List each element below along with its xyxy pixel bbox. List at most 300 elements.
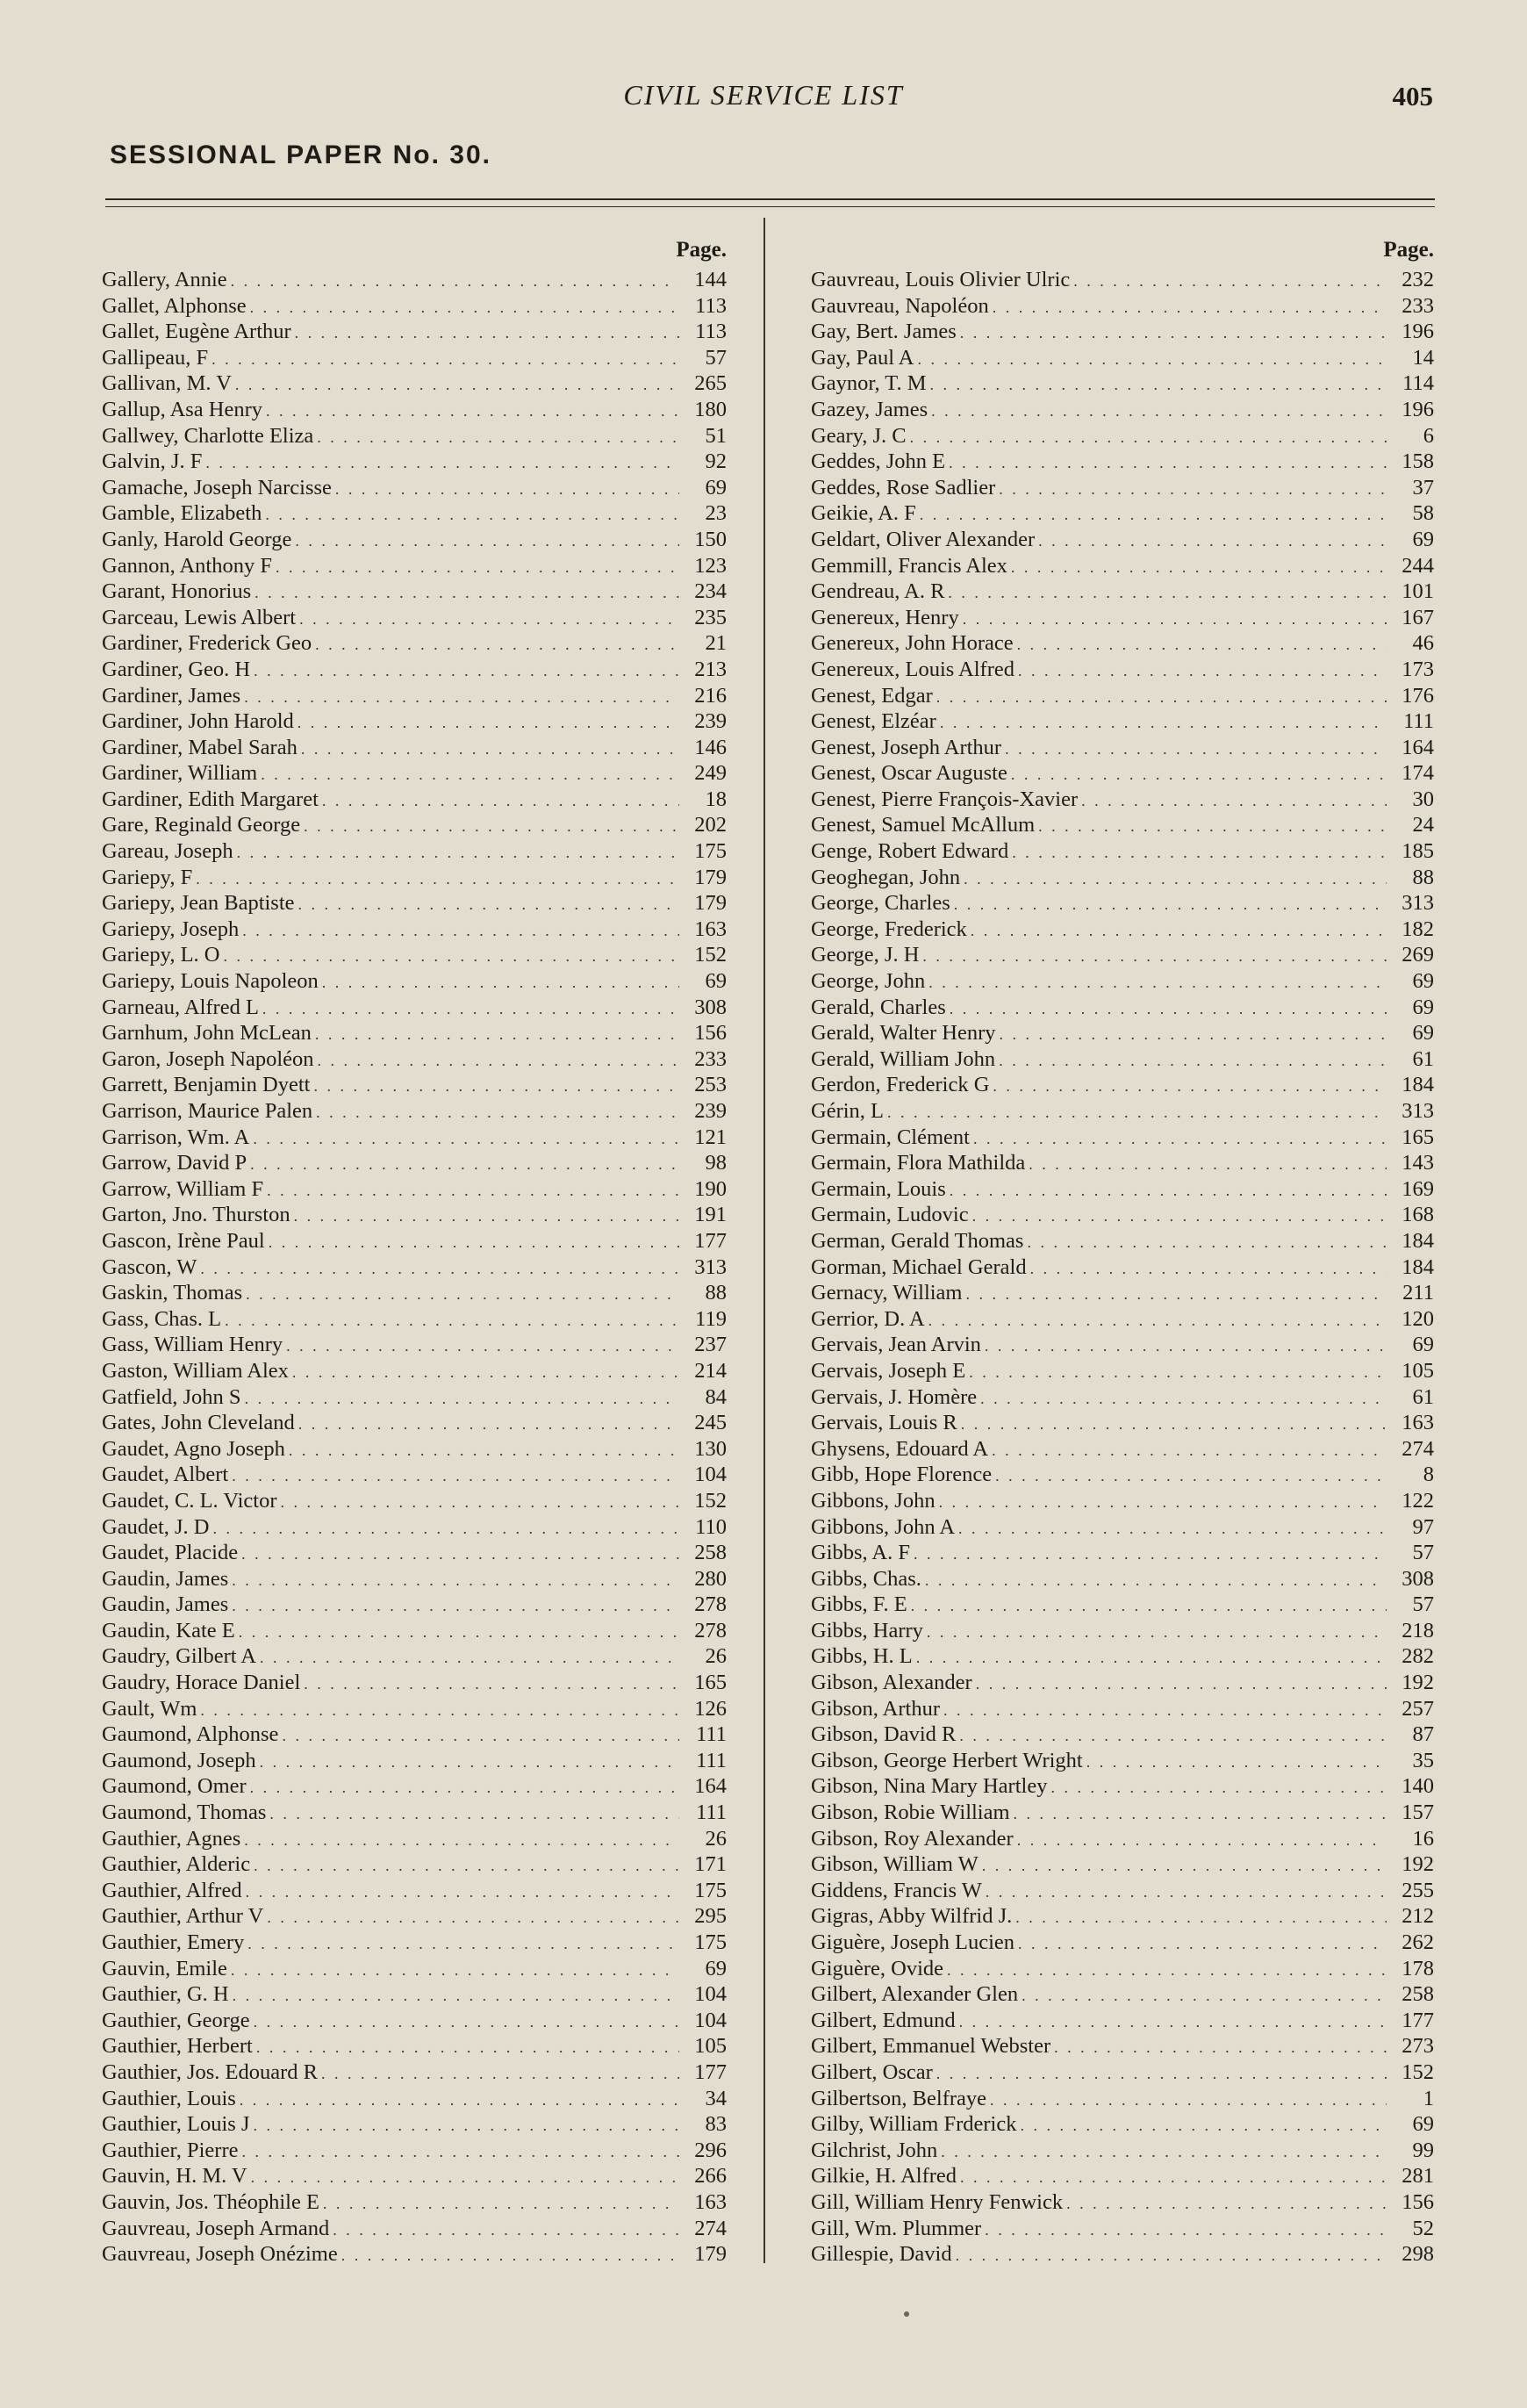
index-entry: [102, 2216, 727, 2242]
entry-page: 280: [694, 1566, 727, 1591]
index-entry: [102, 423, 727, 449]
index-entry: [811, 1566, 1434, 1592]
entry-name: Gauthier, Alfred: [102, 1878, 242, 1902]
entry-name: Gervais, J. Homère: [811, 1384, 978, 1409]
entry-page: 239: [694, 1099, 727, 1123]
dot-leader: [244, 685, 679, 711]
dot-leader: [1020, 2113, 1387, 2139]
entry-page: 171: [694, 1852, 727, 1877]
dot-leader: [1038, 814, 1387, 840]
dot-leader: [1018, 658, 1387, 685]
index-entry: [811, 2033, 1434, 2059]
entry-name: Gauthier, Jos. Edouard R: [102, 2059, 319, 2084]
entry-page: 152: [1402, 2059, 1434, 2084]
index-entry: [102, 605, 727, 631]
dot-leader: [282, 1723, 679, 1750]
entry-page: 61: [1412, 1046, 1434, 1071]
left-column: [102, 234, 727, 2268]
entry-name: Gibbs, A. F: [811, 1541, 911, 1565]
entry-name: Gillespie, David: [811, 2242, 952, 2267]
entry-page: 179: [694, 2242, 727, 2267]
dot-leader: [1054, 2035, 1387, 2061]
entry-page: 111: [696, 1722, 727, 1747]
entry-name: Genest, Edgar: [811, 683, 933, 708]
index-entry: [102, 1150, 727, 1176]
dot-leader: [250, 295, 679, 321]
entry-name: Gardiner, Geo. H: [102, 657, 251, 681]
index-entry: [811, 1410, 1434, 1436]
entry-name: Gorman, Michael Gerald: [811, 1254, 1027, 1279]
index-entry: [811, 267, 1434, 293]
dot-leader: [212, 1516, 679, 1542]
entry-name: Gauthier, Agnes: [102, 1826, 241, 1851]
entry-page: 179: [694, 865, 727, 889]
entry-name: Gannon, Anthony F: [102, 553, 272, 578]
entry-page: 69: [1412, 2112, 1434, 2137]
dot-leader: [980, 1386, 1387, 1412]
entry-name: Genest, Joseph Arthur: [811, 735, 1002, 759]
dot-leader: [918, 347, 1387, 373]
entry-page: 232: [1402, 268, 1434, 291]
dot-leader: [992, 1438, 1387, 1464]
entry-page: 113: [695, 293, 727, 318]
entry-page: 46: [1412, 631, 1434, 656]
entry-page: 184: [1402, 1228, 1434, 1253]
dot-leader: [241, 2139, 679, 2166]
entry-name: Gigras, Abby Wilfrid J.: [811, 1904, 1013, 1929]
dot-leader: [251, 2165, 679, 2191]
entry-name: Garant, Honorius: [102, 579, 252, 604]
entry-page: 262: [1402, 1930, 1434, 1954]
dot-leader: [318, 1048, 679, 1075]
entry-page: 175: [694, 1878, 727, 1902]
dot-leader: [301, 737, 679, 763]
entry-page: 191: [694, 1203, 727, 1227]
entry-page: 18: [705, 787, 727, 811]
dot-leader: [269, 1230, 679, 1256]
entry-name: Gauthier, Pierre: [102, 2138, 239, 2162]
dot-leader: [315, 632, 679, 658]
entry-name: Gaskin, Thomas: [102, 1281, 243, 1305]
dot-leader: [333, 2218, 679, 2244]
entry-page: 165: [694, 1671, 727, 1695]
index-entry: [811, 475, 1434, 501]
entry-name: Gaumond, Alphonse: [102, 1722, 279, 1747]
index-entry: [811, 1072, 1434, 1098]
dot-leader: [196, 866, 679, 893]
entry-page: 69: [705, 969, 727, 994]
dot-leader: [1018, 1931, 1387, 1958]
index-entry: [811, 890, 1434, 916]
entry-name: Geldart, Oliver Alexander: [811, 527, 1036, 551]
entry-page: 179: [694, 891, 727, 916]
index-entry: [811, 2059, 1434, 2086]
index-entry: [102, 1643, 727, 1670]
entry-name: Gendreau, A. R: [811, 579, 945, 604]
index-entry: [811, 1514, 1434, 1541]
entry-page: 8: [1423, 1463, 1434, 1487]
entry-page: 265: [694, 371, 727, 396]
running-head: [0, 79, 1527, 114]
index-entry: [811, 1826, 1434, 1852]
entry-name: Genereux, Henry: [811, 605, 959, 629]
index-entry: [102, 916, 727, 943]
dot-leader: [304, 814, 679, 840]
entry-page: 23: [705, 501, 727, 526]
dot-leader: [242, 918, 679, 945]
index-entry: [811, 1488, 1434, 1514]
index-entry: [811, 787, 1434, 813]
entry-name: Gerald, Walter Henry: [811, 1021, 996, 1046]
entry-name: Gilbert, Emmanuel Webster: [811, 2034, 1051, 2059]
entry-page: 212: [1402, 1904, 1434, 1929]
dot-leader: [982, 1853, 1387, 1880]
right-entry-list: [811, 267, 1434, 2268]
entry-page: 313: [1402, 1099, 1434, 1123]
entry-page: 180: [694, 397, 727, 421]
dot-leader: [205, 450, 679, 477]
entry-page: 14: [1412, 345, 1434, 370]
entry-page: 104: [694, 1982, 727, 2007]
header-rule: [105, 198, 1435, 200]
index-entry: [102, 760, 727, 787]
entry-name: Gaudet, Albert: [102, 1463, 229, 1487]
entry-name: Gaudin, Kate E: [102, 1618, 235, 1642]
index-entry: [811, 1878, 1434, 1904]
entry-page: 88: [1412, 865, 1434, 889]
entry-page: 211: [1402, 1281, 1434, 1305]
dot-leader: [1000, 1022, 1387, 1048]
entry-name: Gaudet, Placide: [102, 1541, 239, 1565]
entry-name: Gibson, Arthur: [811, 1696, 940, 1721]
entry-page: 156: [1402, 2189, 1434, 2214]
index-entry: [102, 1254, 727, 1281]
entry-page: 69: [705, 475, 727, 500]
entry-page: 258: [1402, 1982, 1434, 2007]
entry-name: Gallery, Annie: [102, 268, 227, 291]
entry-name: Gaudin, James: [102, 1566, 229, 1591]
entry-page: 26: [705, 1826, 727, 1851]
entry-name: Gemmill, Francis Alex: [811, 553, 1007, 578]
entry-page: 69: [1412, 995, 1434, 1019]
dot-leader: [266, 399, 679, 425]
index-entry: [811, 812, 1434, 838]
index-entry: [102, 2008, 727, 2034]
index-entry: [102, 1514, 727, 1541]
entry-page: 295: [694, 1904, 727, 1929]
entry-page: 274: [1402, 1436, 1434, 1461]
entry-name: Gamache, Joseph Narcisse: [102, 475, 332, 500]
entry-name: Gibbons, John: [811, 1488, 936, 1513]
index-entry: [102, 2086, 727, 2112]
dot-leader: [940, 710, 1387, 737]
index-entry: [811, 1254, 1434, 1281]
entry-page: 69: [1412, 1333, 1434, 1357]
entry-name: Gauvin, Emile: [102, 1956, 227, 1980]
index-entry: [811, 553, 1434, 579]
dot-leader: [317, 425, 679, 451]
entry-name: Gay, Paul A: [811, 345, 914, 370]
entry-page: 111: [1403, 709, 1434, 734]
entry-name: Gibson, Nina Mary Hartley: [811, 1774, 1048, 1799]
dot-leader: [231, 1958, 679, 1984]
index-entry: [102, 1332, 727, 1358]
index-entry: [811, 1280, 1434, 1306]
entry-page: 34: [705, 2086, 727, 2110]
entry-page: 177: [694, 1228, 727, 1253]
index-entry: [811, 1592, 1434, 1618]
index-entry: [102, 1358, 727, 1384]
dot-leader: [276, 555, 679, 581]
dot-leader: [262, 996, 679, 1023]
index-entry: [811, 683, 1434, 709]
dot-leader: [993, 295, 1387, 321]
entry-page: 88: [705, 1281, 727, 1305]
index-entry: [811, 1436, 1434, 1463]
dot-leader: [963, 607, 1387, 633]
index-entry: [811, 1202, 1434, 1228]
index-entry: [102, 812, 727, 838]
entry-page: 233: [1402, 293, 1434, 318]
entry-page: 167: [1402, 605, 1434, 629]
index-entry: [102, 968, 727, 995]
dot-leader: [960, 2165, 1387, 2191]
entry-page: 163: [694, 916, 727, 941]
index-entry: [102, 995, 727, 1021]
running-title: CIVIL SERVICE LIST: [623, 79, 904, 111]
dot-leader: [316, 1100, 679, 1126]
index-entry: [811, 423, 1434, 449]
index-entry: [102, 1592, 727, 1618]
dot-leader: [244, 1828, 679, 1854]
entry-page: 26: [705, 1644, 727, 1669]
entry-page: 169: [1402, 1176, 1434, 1201]
entry-page: 249: [694, 761, 727, 786]
dot-leader: [950, 996, 1387, 1023]
entry-page: 98: [705, 1151, 727, 1175]
dot-leader: [1027, 1230, 1387, 1256]
dot-leader: [990, 2088, 1387, 2114]
dot-leader: [250, 1152, 679, 1178]
entry-name: Gaynor, T. M: [811, 371, 927, 396]
index-entry: [102, 579, 727, 605]
entry-name: Gill, William Henry Fenwick: [811, 2189, 1064, 2214]
entry-name: Gilbertson, Belfraye: [811, 2086, 987, 2110]
dot-leader: [1015, 1905, 1387, 1931]
entry-page: 156: [694, 1021, 727, 1046]
entry-name: Giguère, Joseph Lucien: [811, 1930, 1014, 1954]
index-entry: [102, 1826, 727, 1852]
dot-leader: [928, 970, 1387, 996]
index-entry: [811, 319, 1434, 345]
dot-leader: [1081, 788, 1387, 815]
entry-page: 150: [694, 527, 727, 551]
dot-leader: [925, 1568, 1387, 1594]
entry-name: Ganly, Harold George: [102, 527, 292, 551]
entry-name: Garrett, Benjamin Dyett: [102, 1073, 311, 1097]
dot-leader: [298, 1412, 679, 1438]
index-entry: [102, 1722, 727, 1748]
index-entry: [811, 995, 1434, 1021]
sessional-paper-label: SESSIONAL PAPER No. 30.: [110, 140, 491, 169]
entry-name: Gibson, Alexander: [811, 1671, 972, 1695]
entry-name: Gardiner, John Harold: [102, 709, 294, 734]
entry-page: 177: [1402, 2008, 1434, 2032]
dot-leader: [971, 918, 1387, 945]
dot-leader: [298, 710, 679, 737]
index-entry: [811, 2138, 1434, 2164]
entry-name: Gazey, James: [811, 397, 928, 421]
index-entry: [102, 1540, 727, 1566]
dot-leader: [253, 2113, 679, 2139]
dot-leader: [289, 1438, 679, 1464]
entry-name: Gerrior, D. A: [811, 1306, 925, 1331]
dot-leader: [986, 1880, 1387, 1906]
index-entry: [102, 1878, 727, 1904]
entry-name: Genereux, Louis Alfred: [811, 657, 1014, 681]
index-entry: [811, 1125, 1434, 1151]
entry-name: Gaumond, Joseph: [102, 1748, 256, 1772]
entry-name: Gibbons, John A: [811, 1514, 956, 1539]
dot-leader: [315, 1022, 679, 1048]
entry-name: Garnhum, John McLean: [102, 1021, 312, 1046]
entry-name: Gaumond, Thomas: [102, 1801, 267, 1825]
left-entry-list: [102, 267, 727, 2268]
entry-page: 163: [1402, 1411, 1434, 1435]
entry-name: Gibbs, Chas.: [811, 1566, 921, 1591]
dot-leader: [267, 1178, 679, 1204]
dot-leader: [254, 658, 679, 685]
index-entry: [811, 1851, 1434, 1878]
entry-name: Gaudet, Agno Joseph: [102, 1436, 285, 1461]
dot-leader: [1011, 762, 1387, 788]
index-entry: [811, 1306, 1434, 1333]
entry-page: 144: [694, 268, 727, 291]
entry-page: 69: [705, 1956, 727, 1980]
dot-leader: [949, 450, 1387, 477]
dot-leader: [936, 2061, 1387, 2088]
entry-page: 298: [1402, 2242, 1434, 2267]
entry-page: 233: [694, 1046, 727, 1071]
dot-leader: [341, 2243, 679, 2269]
dot-leader: [1038, 528, 1387, 555]
entry-page: 16: [1412, 1826, 1434, 1851]
entry-page: 177: [694, 2059, 727, 2084]
entry-page: 257: [1402, 1696, 1434, 1721]
entry-page: 122: [1402, 1488, 1434, 1513]
entry-name: Gilbert, Alexander Glen: [811, 1982, 1019, 2007]
index-entry: [811, 1020, 1434, 1046]
entry-page: 58: [1412, 501, 1434, 526]
dot-leader: [916, 1645, 1387, 1671]
entry-page: 130: [694, 1436, 727, 1461]
entry-name: Gardiner, James: [102, 683, 241, 708]
entry-page: 87: [1412, 1722, 1434, 1747]
index-entry: [102, 1280, 727, 1306]
entry-name: Gauthier, Alderic: [102, 1852, 251, 1877]
index-entry: [811, 2216, 1434, 2242]
dot-leader: [936, 685, 1387, 711]
entry-page: 216: [694, 683, 727, 708]
entry-page: 104: [694, 2008, 727, 2032]
index-entry: [102, 1748, 727, 1774]
entry-name: Ghysens, Edouard A: [811, 1436, 989, 1461]
entry-page: 245: [694, 1411, 727, 1435]
index-entry: [811, 2163, 1434, 2189]
dot-leader: [948, 580, 1387, 607]
dot-leader: [294, 1204, 679, 1230]
entry-page: 308: [1402, 1566, 1434, 1591]
dot-leader: [323, 2191, 679, 2218]
entry-name: Gardiner, William: [102, 761, 258, 786]
entry-name: Geikie, A. F: [811, 501, 916, 526]
index-entry: [811, 1696, 1434, 1722]
dot-leader: [976, 1671, 1387, 1698]
dot-leader: [887, 1100, 1387, 1126]
dot-leader: [973, 1126, 1387, 1153]
dot-leader: [920, 502, 1387, 528]
dot-leader: [958, 1516, 1387, 1542]
entry-page: 140: [1402, 1774, 1434, 1799]
dot-leader: [1086, 1750, 1387, 1776]
entry-name: Gerald, Charles: [811, 995, 946, 1019]
paper-speck: [904, 2311, 909, 2317]
entry-name: Gauthier, Emery: [102, 1930, 245, 1954]
dot-leader: [232, 1463, 679, 1490]
index-entry: [102, 657, 727, 683]
dot-leader: [235, 372, 679, 399]
entry-name: Gauvreau, Joseph Armand: [102, 2216, 330, 2240]
dot-leader: [245, 1386, 679, 1412]
index-entry: [102, 1072, 727, 1098]
entry-name: Gérin, L: [811, 1099, 884, 1123]
index-entry: [811, 1332, 1434, 1358]
entry-name: Gardiner, Frederick Geo: [102, 631, 312, 656]
entry-page: 178: [1402, 1956, 1434, 1980]
entry-name: Gibson, William W: [811, 1852, 979, 1877]
entry-page: 168: [1402, 1203, 1434, 1227]
entry-name: Gass, Chas. L: [102, 1306, 222, 1331]
index-entry: [811, 500, 1434, 527]
entry-page: 163: [694, 2189, 727, 2214]
index-entry: [102, 1046, 727, 1073]
dot-leader: [240, 2088, 679, 2114]
dot-leader: [964, 866, 1387, 893]
entry-name: Genereux, John Horace: [811, 631, 1014, 656]
entry-page: 83: [705, 2112, 727, 2137]
index-entry: [811, 1358, 1434, 1384]
entry-name: Genest, Elzéar: [811, 709, 936, 734]
entry-page: 146: [694, 735, 727, 759]
entry-name: Gatfield, John S: [102, 1384, 241, 1409]
index-entry: [102, 1956, 727, 1982]
index-entry: [811, 630, 1434, 657]
index-entry: [811, 449, 1434, 475]
index-entry: [102, 370, 727, 397]
dot-leader: [260, 1645, 679, 1671]
index-entry: [811, 1150, 1434, 1176]
entry-name: Gault, Wm: [102, 1696, 197, 1721]
dot-leader: [954, 892, 1387, 918]
dot-leader: [250, 1775, 679, 1801]
index-entry: [811, 370, 1434, 397]
dot-leader: [961, 1412, 1387, 1438]
dot-leader: [1050, 1775, 1387, 1801]
index-entry: [102, 1436, 727, 1463]
entry-name: German, Gerald Thomas: [811, 1228, 1024, 1253]
index-entry: [811, 1903, 1434, 1930]
dot-leader: [966, 1282, 1387, 1308]
